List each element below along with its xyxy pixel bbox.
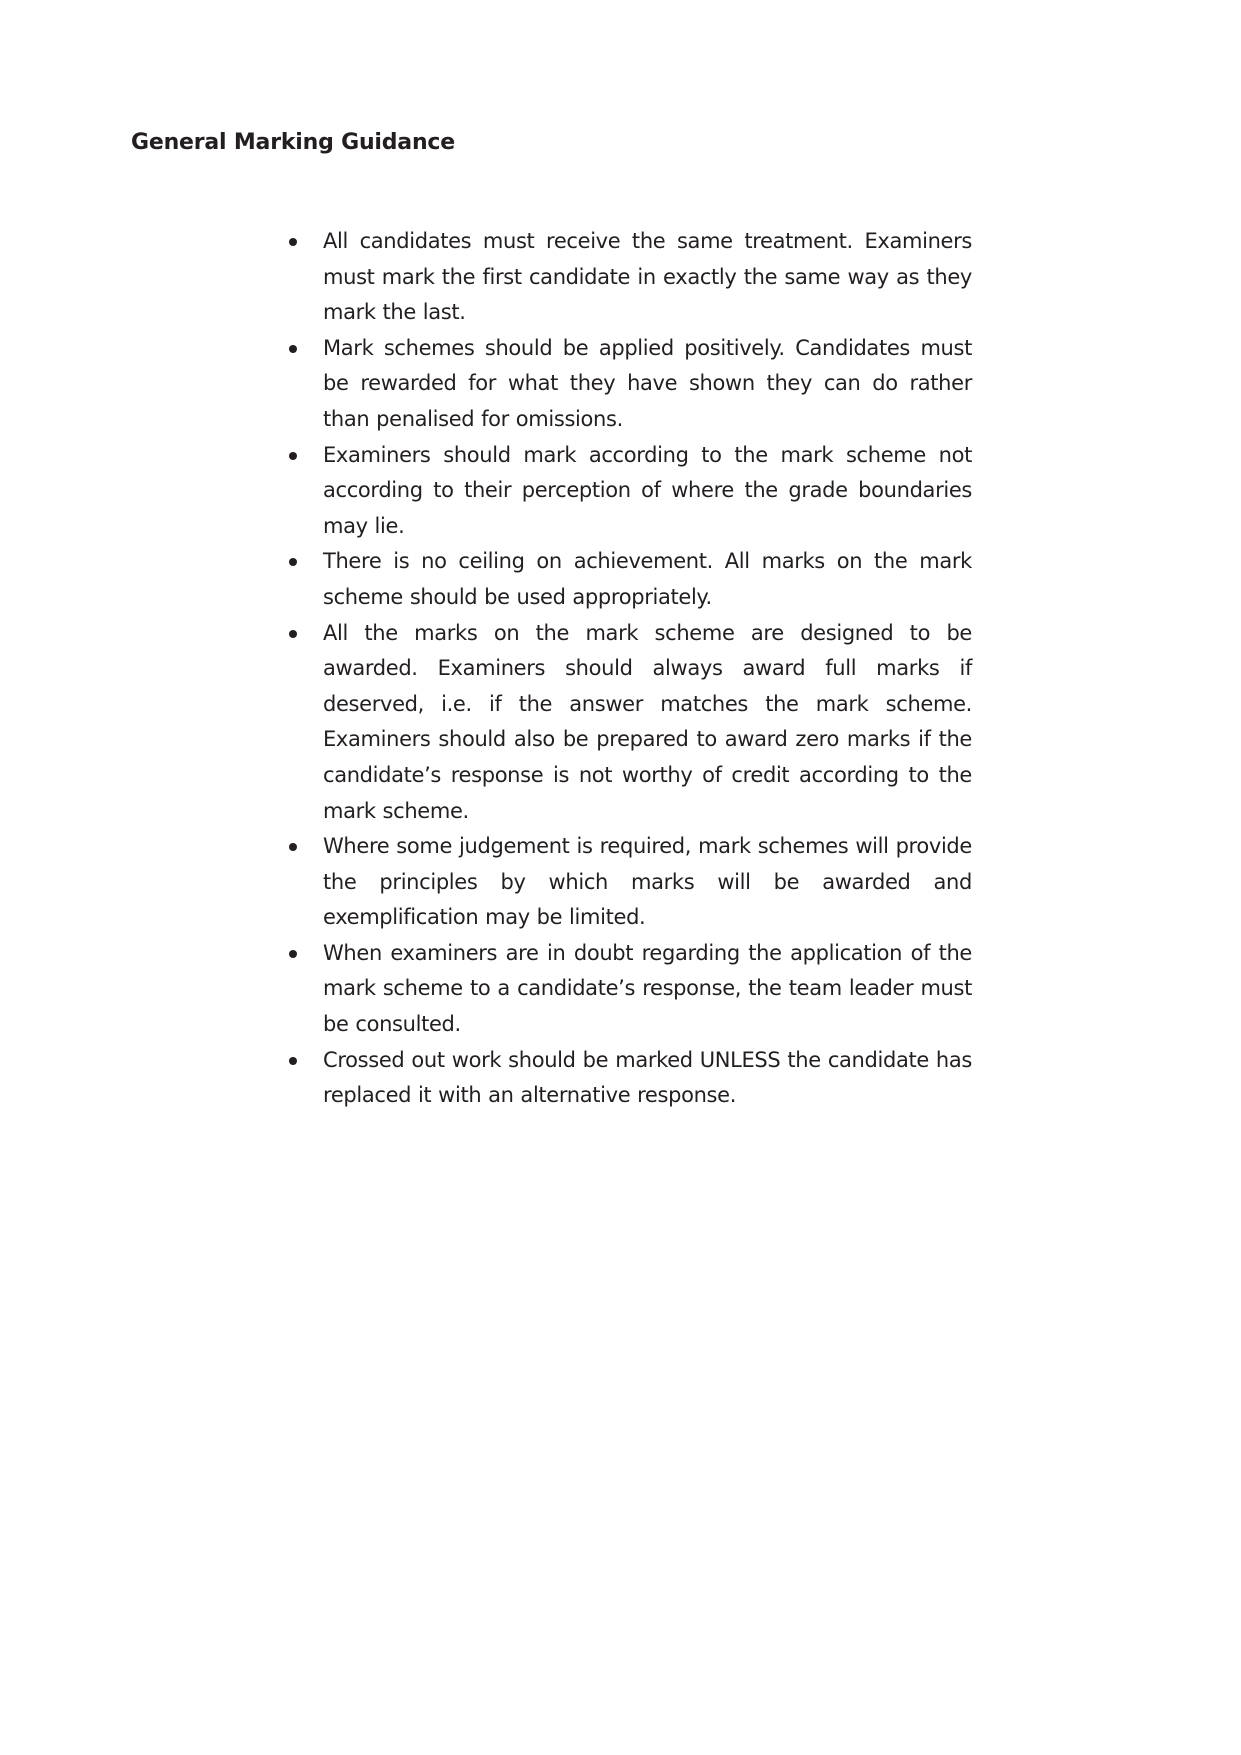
list-item-text: All candidates must receive the same treatment. Examiners must mark the first candidate in exactly the same way as they mark the last. bbox=[323, 229, 972, 325]
bullet-icon bbox=[287, 331, 307, 367]
bullet-icon bbox=[287, 616, 307, 652]
bullet-icon bbox=[287, 544, 307, 580]
list-item bbox=[323, 1043, 972, 1114]
bullet-icon bbox=[287, 438, 307, 474]
list-item-text: When examiners are in doubt regarding the application of the mark scheme to a candidate’s response, the team leader must be consulted. bbox=[323, 940, 972, 1037]
list-item-text: Crossed out work should be marked UNLESS the candidate has replaced it with an alternative response. bbox=[323, 1047, 972, 1108]
list-item-text: Examiners should mark according to the mark scheme not according to their perception of where the grade boundaries may lie. bbox=[323, 442, 972, 538]
page-title: General Marking Guidance bbox=[131, 130, 455, 155]
list-item bbox=[323, 936, 972, 1043]
guidance-list bbox=[323, 224, 972, 1114]
list-item bbox=[323, 224, 972, 331]
bullet-icon bbox=[287, 829, 307, 865]
bullet-icon bbox=[287, 224, 307, 260]
list-item bbox=[323, 829, 972, 936]
bullet-icon bbox=[287, 936, 307, 972]
list-item bbox=[323, 331, 972, 438]
list-item-text: All the marks on the mark scheme are designed to be awarded. Examiners should always award full marks if deserved, i.e. if the answer matches the mark scheme. Examiners should also be prepared to award zero marks if the candidate’s response is not worthy of credit according to the mark scheme. bbox=[323, 620, 972, 823]
list-item bbox=[323, 544, 972, 615]
bullet-icon bbox=[287, 1043, 307, 1079]
list-item-text: Mark schemes should be applied positively. Candidates must be rewarded for what they have shown they can do rather than penalised for omissions. bbox=[323, 335, 972, 431]
list-item bbox=[323, 616, 972, 830]
list-item-text: There is no ceiling on achievement. All marks on the mark scheme should be used appropriately. bbox=[323, 549, 972, 609]
list-item-text: Where some judgement is required, mark schemes will provide the principles by which marks will be awarded and exemplification may be limited. bbox=[323, 834, 972, 930]
list-item bbox=[323, 438, 972, 545]
